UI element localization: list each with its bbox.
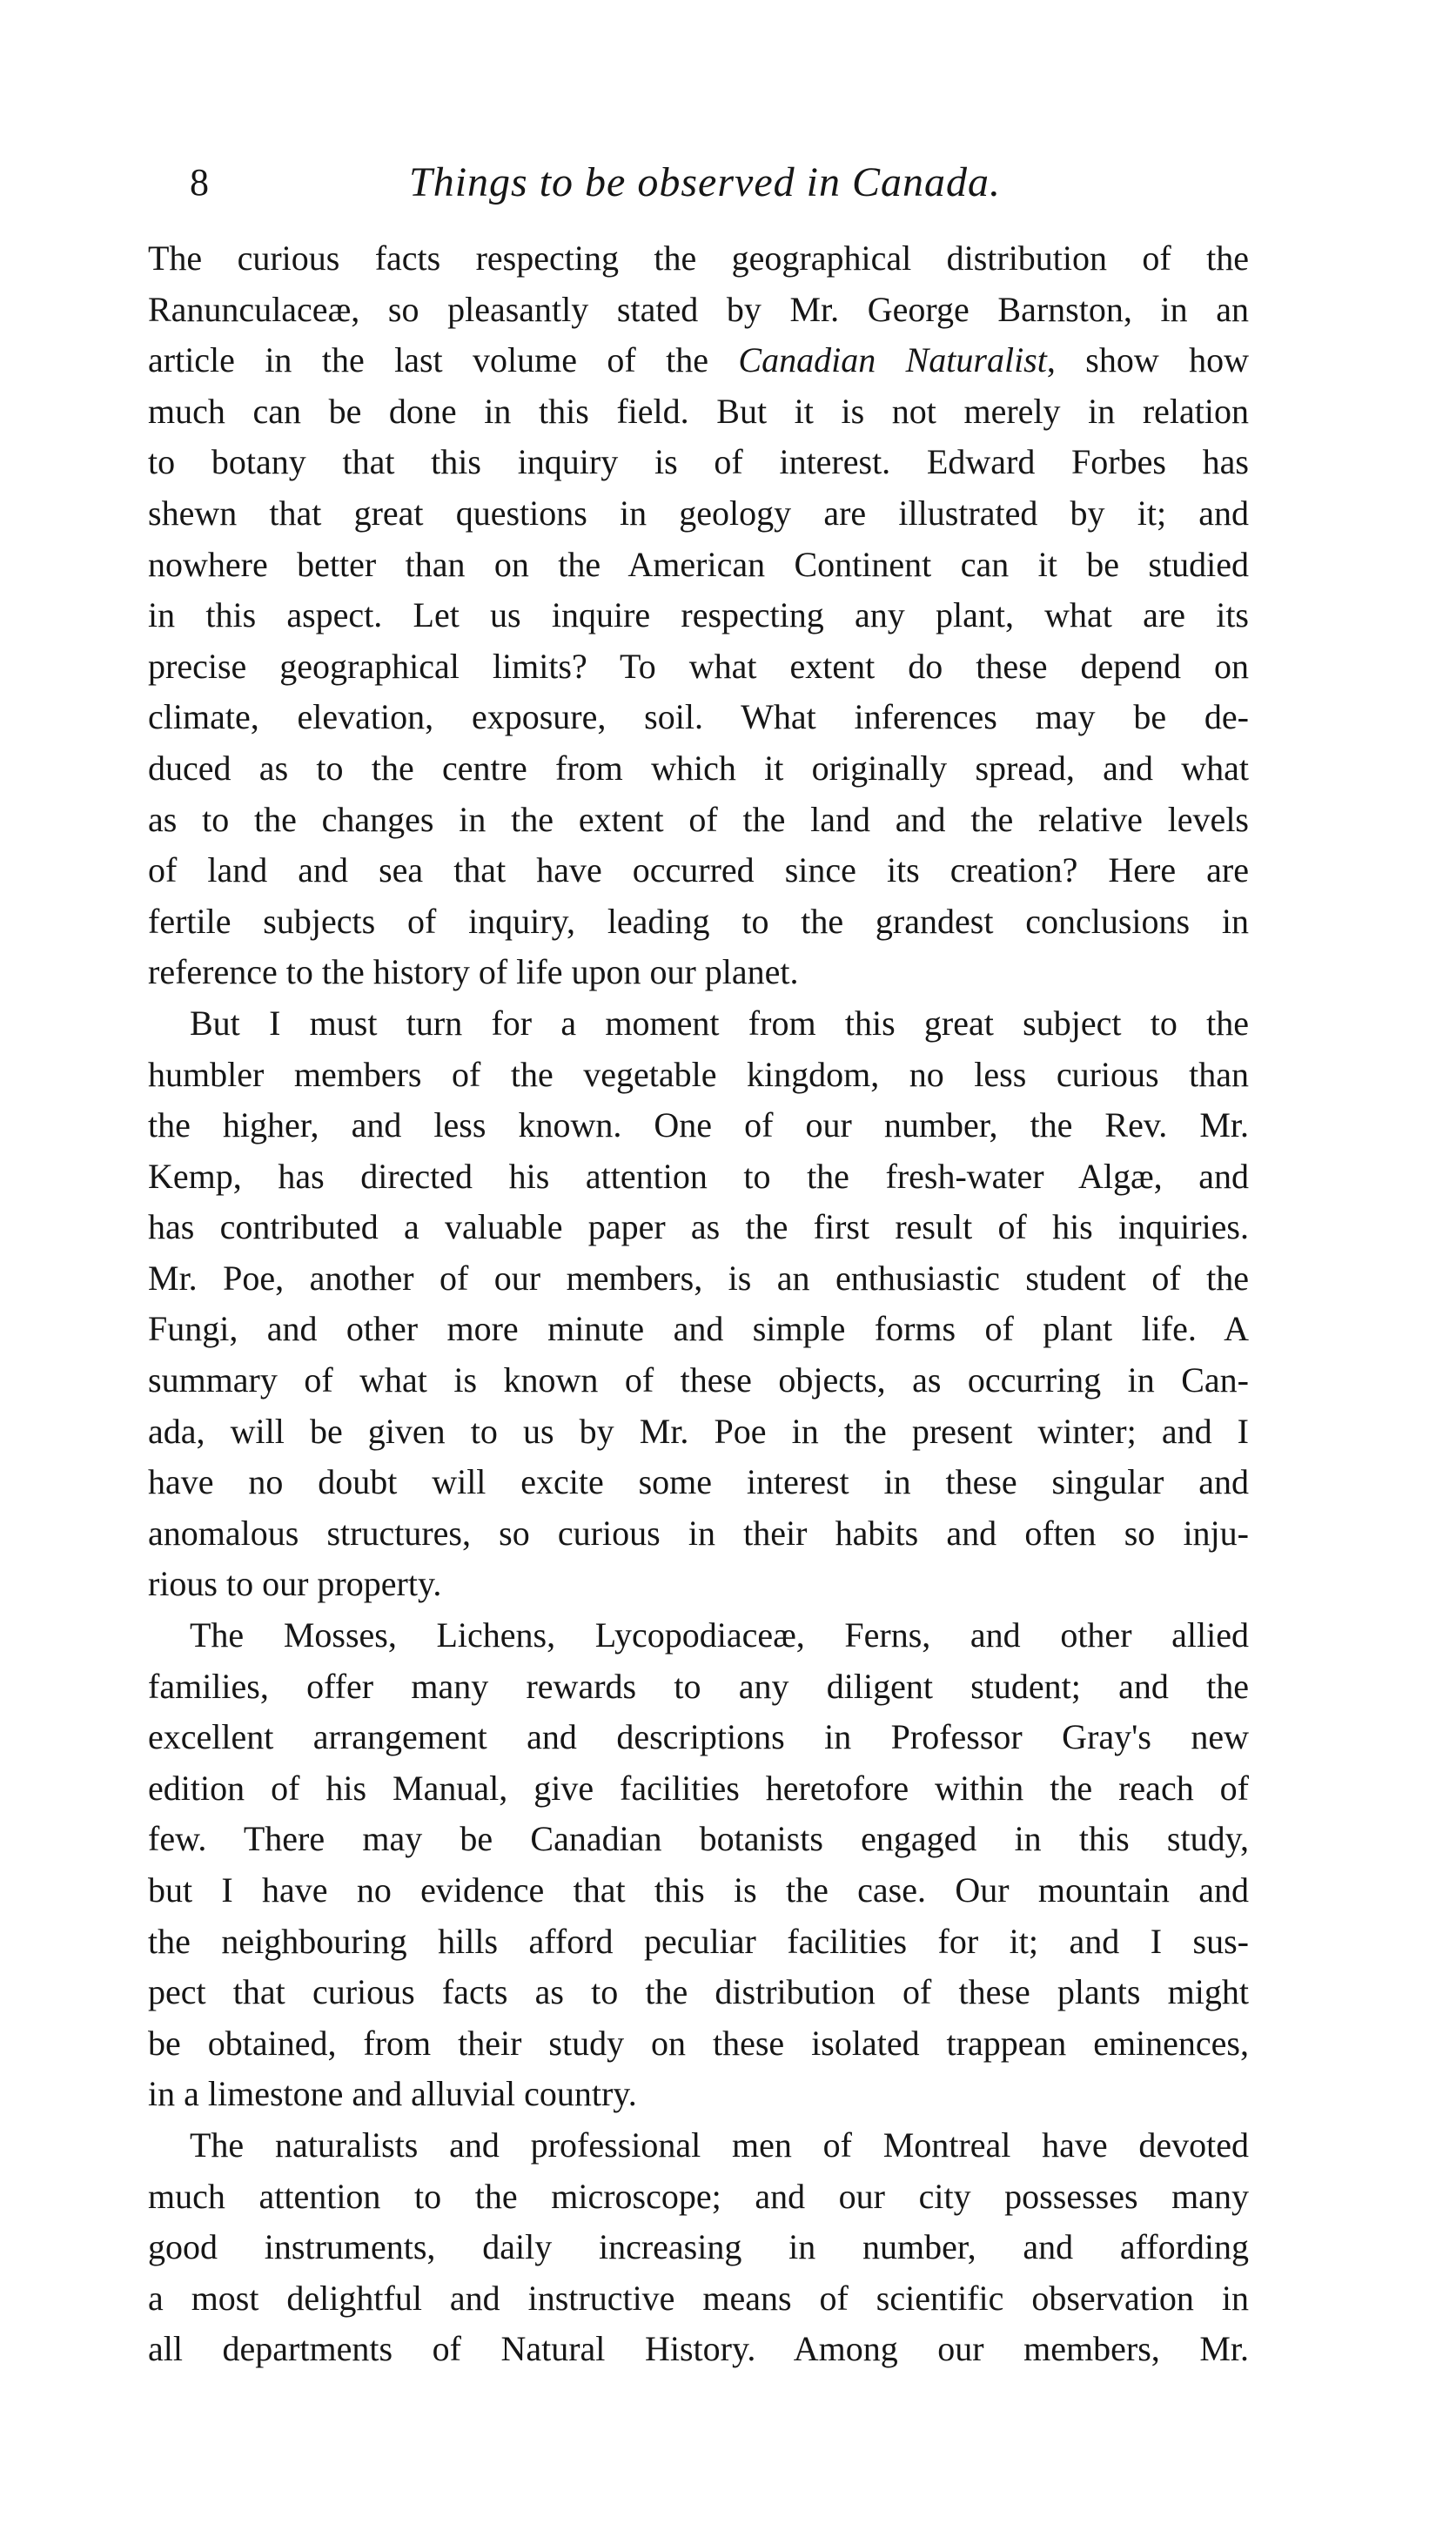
text-line: have no doubt will excite some interest in these singular and <box>148 1462 1249 1502</box>
text-line: shewn that great questions in geology are illustrated by it; and <box>148 493 1249 533</box>
text-line: The curious facts respecting the geographical distribution of the <box>148 238 1249 278</box>
text-line: Fungi, and other more minute and simple forms of plant life. A <box>148 1309 1249 1349</box>
text-line: the higher, and less known. One of our number, the Rev. Mr. <box>148 1105 1249 1145</box>
text-line: fertile subjects of inquiry, leading to the grandest conclusions in <box>148 901 1249 941</box>
text-line: Ranunculaceæ, so pleasantly stated by Mr. George Barnston, in an <box>148 289 1249 329</box>
text-line: climate, elevation, exposure, soil. What inferences may be de- <box>148 697 1249 737</box>
paragraph-geographical-distribution <box>148 233 1249 998</box>
text-line: of land and sea that have occurred since its creation? Here are <box>148 850 1249 890</box>
page-number: 8 <box>190 161 209 204</box>
text-line: good instruments, daily increasing in number, and affording <box>148 2227 1249 2267</box>
text-line: much attention to the microscope; and our city possesses many <box>148 2176 1249 2216</box>
text-line: precise geographical limits? To what extent do these depend on <box>148 646 1249 686</box>
text-line: a most delightful and instructive means of scientific observation in <box>148 2278 1249 2318</box>
text-line: much can be done in this field. But it is not merely in relation <box>148 391 1249 431</box>
periodical-title: Canadian Naturalist <box>738 340 1047 380</box>
text-line: in this aspect. Let us inquire respecting any plant, what are its <box>148 595 1249 635</box>
text-line: article in the last volume of the Canadian Naturalist, show how <box>148 340 1250 380</box>
text-line: anomalous structures, so curious in their habits and often so inju- <box>148 1513 1249 1553</box>
text-line: rious to our property. <box>148 1564 442 1604</box>
text-line: excellent arrangement and descriptions in Professor Gray's new <box>148 1717 1249 1757</box>
text-line: to botany that this inquiry is of interest. Edward Forbes has <box>148 442 1249 482</box>
running-head <box>148 157 1249 218</box>
text-line: The naturalists and professional men of Montreal have devoted <box>190 2125 1249 2165</box>
text-line: edition of his Manual, give facilities heretofore within the reach of <box>148 1768 1249 1808</box>
text-line: in a limestone and alluvial country. <box>148 2074 637 2114</box>
paragraph-humbler-members <box>148 998 1249 1610</box>
text-line: summary of what is known of these objects, as occurring in Can- <box>148 1360 1249 1400</box>
text-line: But I must turn for a moment from this great subject to the <box>190 1003 1249 1043</box>
text-line: has contributed a valuable paper as the first result of his inquiries. <box>148 1207 1249 1247</box>
paragraph-naturalists-microscope <box>148 2120 1249 2375</box>
text-line: be obtained, from their study on these isolated trappean eminences, <box>148 2023 1249 2063</box>
text-line: pect that curious facts as to the distribution of these plants might <box>148 1972 1249 2012</box>
text-line: all departments of Natural History. Among our members, Mr. <box>148 2329 1249 2369</box>
text-line: as to the changes in the extent of the land and the relative levels <box>148 799 1249 839</box>
text-line: the neighbouring hills afford peculiar facilities for it; and I sus- <box>148 1921 1249 1961</box>
text-line: but I have no evidence that this is the case. Our mountain and <box>148 1870 1249 1910</box>
text-line: families, offer many rewards to any diligent student; and the <box>148 1666 1249 1706</box>
text-line: reference to the history of life upon our planet. <box>148 952 799 992</box>
running-title: Things to be observed in Canada. <box>409 159 1001 205</box>
text-line: ada, will be given to us by Mr. Poe in the present winter; and I <box>148 1411 1249 1451</box>
text-line: The Mosses, Lichens, Lycopodiaceæ, Ferns, and other allied <box>190 1615 1249 1655</box>
text-line: duced as to the centre from which it originally spread, and what <box>148 748 1249 788</box>
text-line: Mr. Poe, another of our members, is an enthusiastic student of the <box>148 1258 1249 1298</box>
text-line: Kemp, has directed his attention to the fresh-water Algæ, and <box>148 1156 1249 1196</box>
body-text <box>148 233 1249 2375</box>
text-line: humbler members of the vegetable kingdom, no less curious than <box>148 1054 1249 1094</box>
text-line: few. There may be Canadian botanists engaged in this study, <box>148 1819 1249 1859</box>
paragraph-mosses-lichens <box>148 1610 1249 2120</box>
text-line: nowhere better than on the American Continent can it be studied <box>148 544 1249 584</box>
